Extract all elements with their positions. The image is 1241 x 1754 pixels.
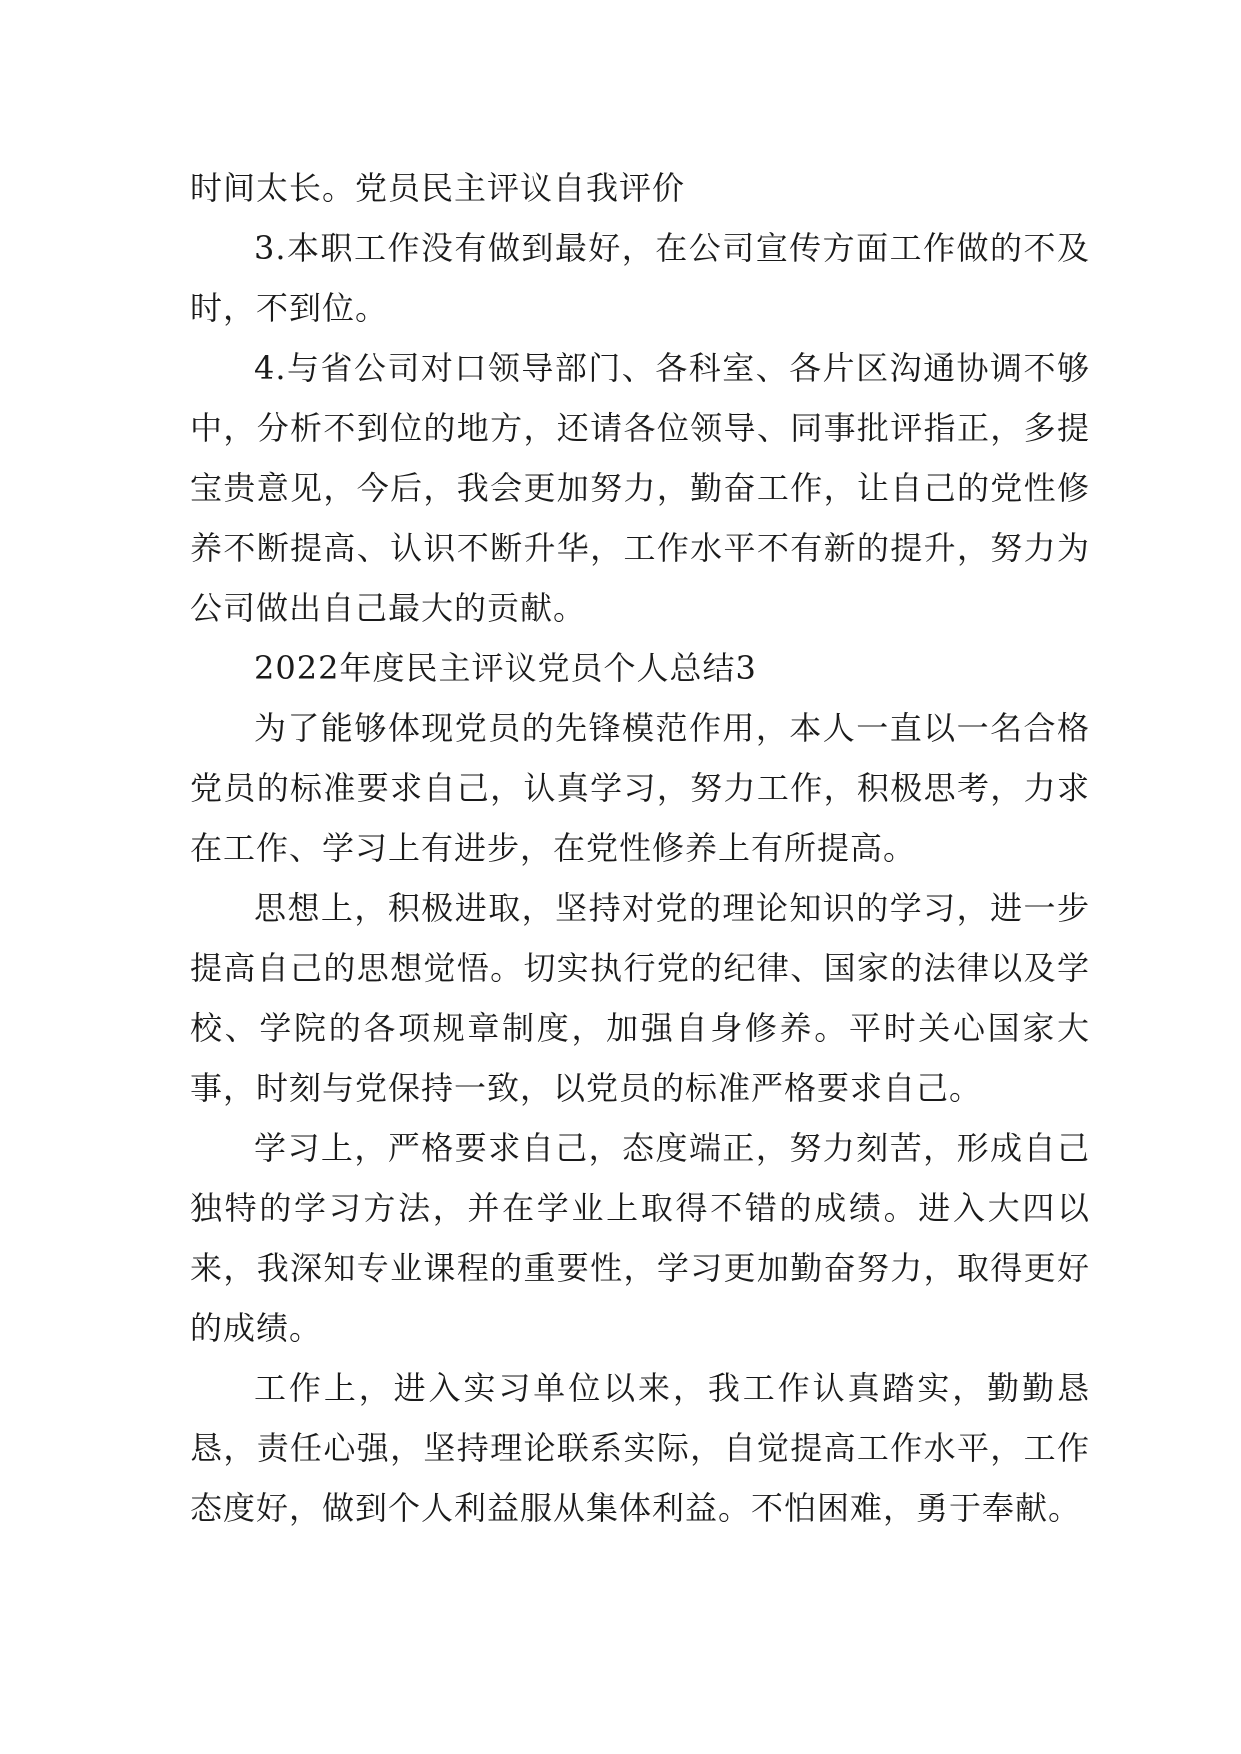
document-body: [190, 158, 1090, 1538]
paragraph-6: 学习上，严格要求自己，态度端正，努力刻苦，形成自己独特的学习方法，并在学业上取得不错的成绩。进入大四以来，我深知专业课程的重要性，学习更加勤奋努力，取得更好的成绩。: [190, 1129, 1090, 1347]
paragraph-1: 时间太长。党员民主评议自我评价: [190, 169, 686, 207]
paragraph-3: 4.与省公司对口领导部门、各科室、各片区沟通协调不够中，分析不到位的地方，还请各位领导、同事批评指正，多提宝贵意见，今后，我会更加努力，勤奋工作，让自己的党性修养不断提高、认识不断升华，工作水平不有新的提升，努力为公司做出自己最大的贡献。: [190, 349, 1090, 627]
paragraph-7: 工作上，进入实习单位以来，我工作认真踏实，勤勤恳恳，责任心强，坚持理论联系实际，自觉提高工作水平，工作态度好，做到个人利益服从集体利益。不怕困难，勇于奉献。: [190, 1369, 1090, 1527]
section-heading: 2022年度民主评议党员个人总结3: [254, 649, 757, 687]
paragraph-2: 3.本职工作没有做到最好，在公司宣传方面工作做的不及时，不到位。: [190, 229, 1090, 327]
paragraph-5: 思想上，积极进取，坚持对党的理论知识的学习，进一步提高自己的思想觉悟。切实执行党的纪律、国家的法律以及学校、学院的各项规章制度，加强自身修养。平时关心国家大事，时刻与党保持一致，以党员的标准严格要求自己。: [190, 889, 1090, 1107]
paragraph-4: 为了能够体现党员的先锋模范作用，本人一直以一名合格党员的标准要求自己，认真学习，努力工作，积极思考，力求在工作、学习上有进步，在党性修养上有所提高。: [190, 709, 1090, 867]
